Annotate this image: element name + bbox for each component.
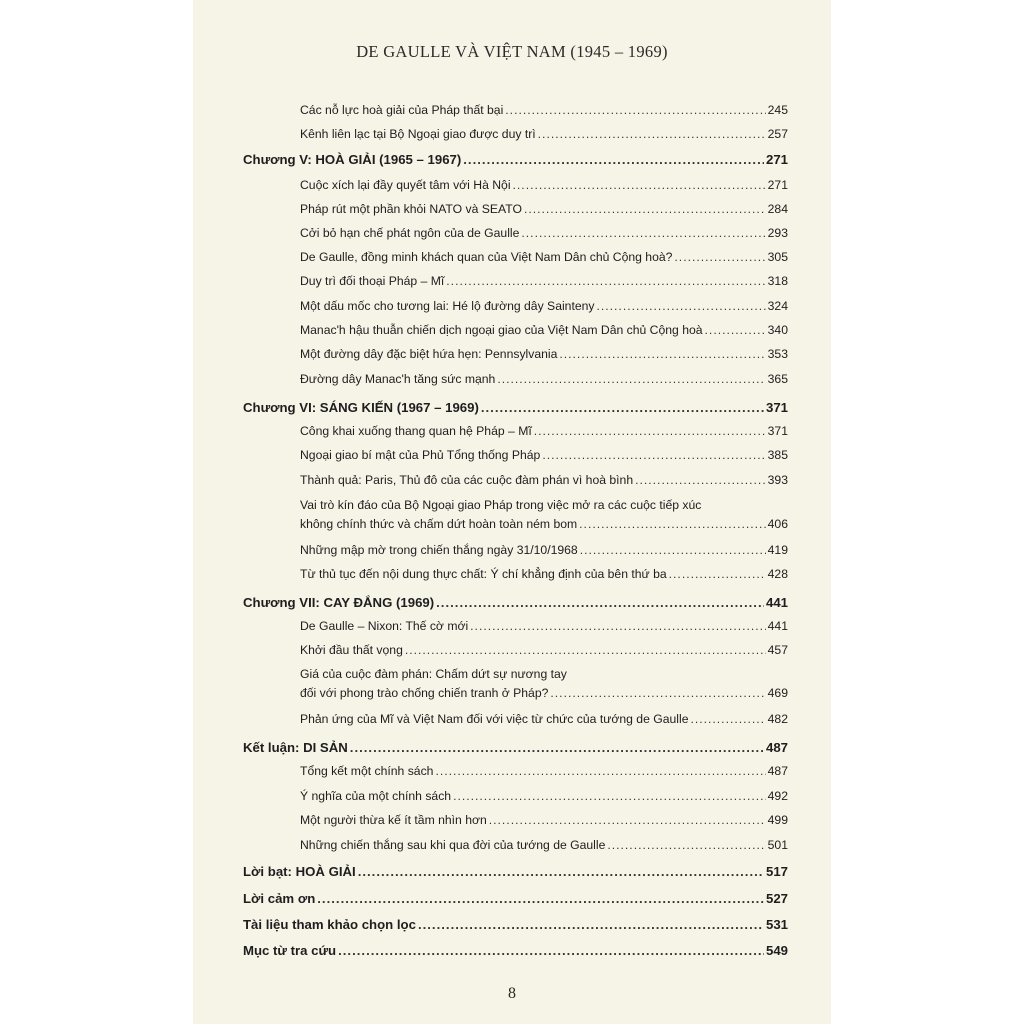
- toc-entry-title: Phản ứng của Mĩ và Việt Nam đối với việc từ chức của tướng de Gaulle: [300, 712, 689, 726]
- toc-entry: [300, 619, 788, 633]
- leader-dots: [538, 127, 766, 141]
- toc-entry: [300, 838, 788, 852]
- leader-dots: [497, 372, 765, 386]
- toc-entry-title: Duy trì đối thoại Pháp – Mĩ: [300, 274, 445, 288]
- toc-entry-page: 482: [767, 712, 788, 726]
- toc-chapter: [243, 740, 788, 755]
- toc-entry-page: 441: [767, 619, 788, 633]
- toc-chapter-page: 549: [765, 943, 788, 958]
- toc-entry: [300, 643, 788, 657]
- toc-entry-line: [300, 517, 788, 531]
- leader-dots: [338, 943, 764, 958]
- toc-entry-page: 293: [767, 226, 788, 240]
- toc-entry-page: 406: [767, 517, 788, 531]
- toc-entry-title: Ngoại giao bí mật của Phủ Tổng thống Pháp: [300, 448, 541, 462]
- toc-entry-page: 371: [767, 424, 788, 438]
- toc-chapter-page: 271: [765, 152, 788, 167]
- leader-dots: [418, 917, 764, 932]
- toc-entry: [300, 274, 788, 288]
- toc-entry-page: 365: [767, 372, 788, 386]
- toc-chapter: [243, 917, 788, 932]
- leader-dots: [579, 517, 765, 531]
- toc-entry-page: 419: [767, 543, 788, 557]
- toc-entry: [300, 372, 788, 386]
- running-header: DE GAULLE VÀ VIỆT NAM (1945 – 1969): [356, 42, 668, 61]
- toc-entry: [300, 323, 788, 337]
- toc-entry-title: Các nỗ lực hoà giải của Pháp thất bại: [300, 103, 504, 117]
- leader-dots: [453, 789, 766, 803]
- toc-entry: [300, 178, 788, 192]
- toc-chapter: [243, 943, 788, 958]
- toc-entry-title: Một đường dây đặc biệt hứa hẹn: Pennsylvania: [300, 347, 558, 361]
- leader-dots: [674, 250, 765, 264]
- toc-entry: [300, 667, 788, 700]
- toc-entry-title: Cởi bỏ hạn chế phát ngôn của de Gaulle: [300, 226, 520, 240]
- toc-entry: [300, 424, 788, 438]
- toc-entry-title: Những mập mờ trong chiến thắng ngày 31/10/1968: [300, 543, 578, 557]
- toc-entry-page: 271: [767, 178, 788, 192]
- toc-entry-page: 284: [767, 202, 788, 216]
- toc-entry: [300, 789, 788, 803]
- toc-entry-page: 487: [767, 764, 788, 778]
- toc-chapter-page: 441: [765, 595, 788, 610]
- toc-entry-title: Ý nghĩa của một chính sách: [300, 789, 452, 803]
- leader-dots: [505, 103, 765, 117]
- toc-entry-page: 305: [767, 250, 788, 264]
- leader-dots: [705, 323, 766, 337]
- toc-entry-page: 353: [767, 347, 788, 361]
- leader-dots: [669, 567, 766, 581]
- leader-dots: [597, 299, 766, 313]
- toc-chapter: [243, 152, 788, 167]
- leader-dots: [513, 178, 766, 192]
- leader-dots: [521, 226, 765, 240]
- toc-entry-page: 245: [767, 103, 788, 117]
- toc-entry-title: Vai trò kín đáo của Bộ Ngoại giao Pháp trong việc mở ra các cuộc tiếp xúc: [300, 498, 702, 512]
- toc-entry: [300, 498, 788, 531]
- toc-entry-title: Một người thừa kế ít tầm nhìn hơn: [300, 813, 487, 827]
- toc-entry: [300, 813, 788, 827]
- toc-chapter-title: Chương VI: SÁNG KIẾN (1967 – 1969): [243, 400, 479, 415]
- toc-entry-page: 492: [767, 789, 788, 803]
- toc-entry-title: Thành quả: Paris, Thủ đô của các cuộc đàm phán vì hoà bình: [300, 473, 634, 487]
- toc-entry-page: 393: [767, 473, 788, 487]
- leader-dots: [446, 274, 765, 288]
- toc-chapter-page: 527: [765, 891, 788, 906]
- toc-entry-title: Những chiến thắng sau khi qua đời của tướng de Gaulle: [300, 838, 606, 852]
- toc-entry: [300, 202, 788, 216]
- leader-dots: [436, 595, 764, 610]
- toc-chapter-page: 371: [765, 400, 788, 415]
- toc-chapter-title: Chương V: HOÀ GIẢI (1965 – 1967): [243, 152, 462, 167]
- toc-entry-title: Một dấu mốc cho tương lai: Hé lộ đường dây Sainteny: [300, 299, 595, 313]
- toc-entry-title: Khởi đầu thất vọng: [300, 643, 403, 657]
- toc-entry: [300, 567, 788, 581]
- toc-entry-title: Cuộc xích lại đầy quyết tâm với Hà Nội: [300, 178, 511, 192]
- leader-dots: [550, 686, 765, 700]
- leader-dots: [358, 864, 764, 879]
- toc-entry-page: 501: [767, 838, 788, 852]
- toc-chapter-title: Chương VII: CAY ĐẮNG (1969): [243, 595, 435, 610]
- toc-chapter-title: Mục từ tra cứu: [243, 943, 337, 958]
- table-of-contents: [193, 0, 831, 1024]
- toc-entry-title: Công khai xuống thang quan hệ Pháp – Mĩ: [300, 424, 532, 438]
- toc-entry-title: Từ thủ tục đến nội dung thực chất: Ý chí khẳng định của bên thứ ba: [300, 567, 667, 581]
- page-number: 8: [508, 985, 516, 1002]
- toc-chapter: [243, 595, 788, 610]
- toc-chapter-page: 517: [765, 864, 788, 879]
- toc-entry-title: Manac'h hậu thuẫn chiến dịch ngoại giao của Việt Nam Dân chủ Cộng hoà: [300, 323, 703, 337]
- leader-dots: [350, 740, 764, 755]
- toc-entry-page: 318: [767, 274, 788, 288]
- toc-entry-title-continued: không chính thức và chấm dứt hoàn toàn ném bom: [300, 517, 578, 531]
- toc-entry-line: [300, 686, 788, 700]
- toc-entry-title-continued: đối với phong trào chống chiến tranh ở Pháp?: [300, 686, 549, 700]
- leader-dots: [580, 543, 766, 557]
- toc-entry: [300, 103, 788, 117]
- toc-entry-page: 340: [767, 323, 788, 337]
- toc-entry: [300, 299, 788, 313]
- leader-dots: [542, 448, 765, 462]
- leader-dots: [435, 764, 765, 778]
- toc-entry-page: 428: [767, 567, 788, 581]
- leader-dots: [489, 813, 766, 827]
- toc-chapter-page: 487: [765, 740, 788, 755]
- leader-dots: [607, 838, 765, 852]
- toc-chapter: [243, 891, 788, 906]
- toc-entry: [300, 226, 788, 240]
- leader-dots: [317, 891, 764, 906]
- toc-entry-title: Giá của cuộc đàm phán: Chấm dứt sự nương tay: [300, 667, 567, 681]
- leader-dots: [524, 202, 766, 216]
- toc-entry-page: 324: [767, 299, 788, 313]
- toc-entry: [300, 250, 788, 264]
- toc-entry-title: Pháp rút một phần khỏi NATO và SEATO: [300, 202, 522, 216]
- toc-entry-title: Kênh liên lạc tại Bộ Ngoại giao được duy trì: [300, 127, 536, 141]
- toc-entry-page: 257: [767, 127, 788, 141]
- toc-entry: [300, 543, 788, 557]
- toc-entry: [300, 712, 788, 726]
- leader-dots: [534, 424, 766, 438]
- toc-entry-page: 499: [767, 813, 788, 827]
- toc-chapter: [243, 864, 788, 879]
- toc-entry: [300, 347, 788, 361]
- leader-dots: [463, 152, 764, 167]
- toc-chapter-page: 531: [765, 917, 788, 932]
- leader-dots: [481, 400, 764, 415]
- book-page: [193, 0, 831, 1024]
- toc-entry: [300, 473, 788, 487]
- toc-chapter-title: Lời cảm ơn: [243, 891, 316, 906]
- toc-entry-page: 457: [767, 643, 788, 657]
- toc-entry-title: Đường dây Manac'h tăng sức mạnh: [300, 372, 496, 386]
- leader-dots: [635, 473, 766, 487]
- toc-entry-title: De Gaulle – Nixon: Thế cờ mới: [300, 619, 469, 633]
- toc-chapter-title: Kết luận: DI SẢN: [243, 740, 348, 755]
- toc-entry-title: Tổng kết một chính sách: [300, 764, 434, 778]
- toc-entry-page: 469: [767, 686, 788, 700]
- leader-dots: [690, 712, 765, 726]
- leader-dots: [470, 619, 765, 633]
- leader-dots: [405, 643, 766, 657]
- leader-dots: [559, 347, 765, 361]
- toc-chapter-title: Tài liệu tham khảo chọn lọc: [243, 917, 416, 932]
- toc-entry: [300, 127, 788, 141]
- toc-entry-title: De Gaulle, đồng minh khách quan của Việt Nam Dân chủ Cộng hoà?: [300, 250, 673, 264]
- toc-chapter: [243, 400, 788, 415]
- toc-entry: [300, 448, 788, 462]
- toc-chapter-title: Lời bạt: HOÀ GIẢI: [243, 864, 356, 879]
- toc-entry: [300, 764, 788, 778]
- toc-entry-page: 385: [767, 448, 788, 462]
